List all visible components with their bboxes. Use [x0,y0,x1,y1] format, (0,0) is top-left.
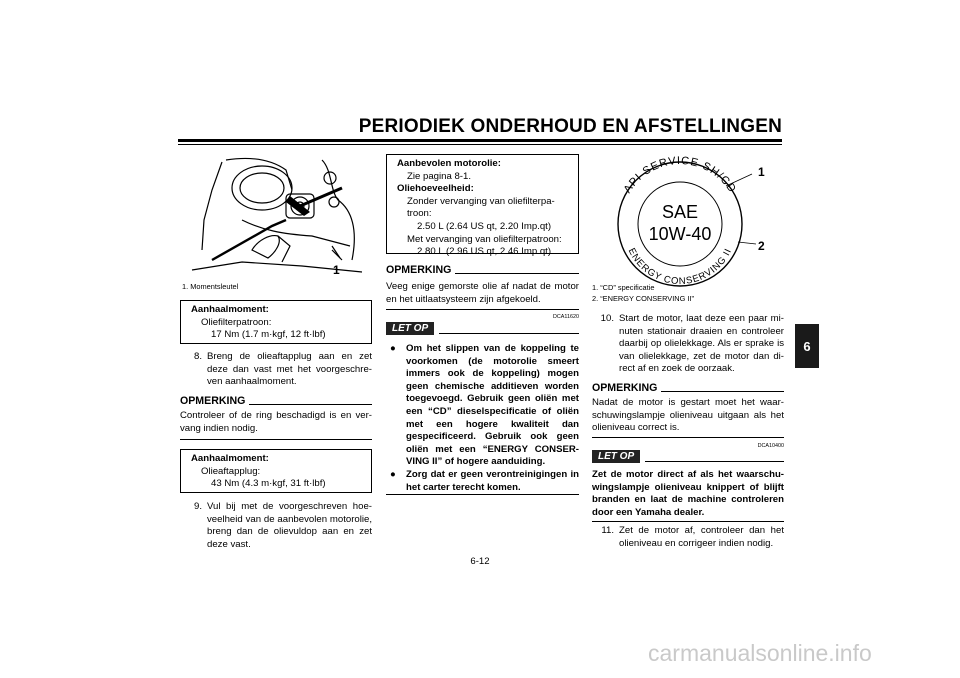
label-caption-2: 2. “ENERGY CONSERVING II” [592,294,694,303]
oil-spec-box [386,154,579,258]
caution-heading-middle [386,322,579,335]
step-number: 10. [600,313,614,324]
api-service-label [590,150,780,290]
spec-line: Met vervanging van oliefilterpatroon: [407,233,562,245]
watermark: carmanualsonline.info [648,640,872,666]
arc-text-bottom: ENERGY CONSERVING II [625,246,735,288]
caution-code: DCA10400 [757,443,784,449]
note-heading-middle [386,264,579,277]
step-number: 11. [601,525,614,536]
label-caption-1: 1. “CD” specificatie [592,283,655,292]
step-text: Vul bij met de voorgeschreven hoe- veelheid van de aanbevolen motorolie, breng dan de olievuldop aan en zet deze vast. [207,501,372,550]
note-heading-right [592,382,784,395]
caution-bullet [386,469,579,494]
svg-text:ENERGY CONSERVING II [626,246,735,287]
step-text: Start de motor, laat deze een paar mi- nuten stationair draaien en controleer daarbij op olielekkage. Als er sprake is van olielekkage, zet de motor dan di- rect af en zoek de oorzaak. [619,313,784,375]
sae-text: SAE [661,202,699,222]
caution-code: DCA11620 [553,314,579,320]
note-heading-left [180,395,372,408]
torque-value: 43 Nm (4.3 m·kgf, 31 ft·lbf) [211,478,326,490]
note-end-rule [180,439,372,440]
svg-text:API SERVICE SH/CD [622,155,739,196]
note-text-middle: Veeg enige gemorste olie af nadat de motor en het uitlaatsysteem zijn afgekoeld. [386,281,579,305]
caution-end-rule [592,521,784,522]
chapter-tab: 6 [795,324,819,368]
note-label: OPMERKING [386,264,452,276]
step-8 [180,351,372,389]
note-end-rule [592,437,784,438]
step-11 [592,525,784,550]
caution-heading-right [592,450,784,463]
step-9 [180,501,372,551]
spec-line: Zie pagina 8-1. [407,170,471,182]
caution-label: LET OP [386,322,434,335]
caution-end-rule [386,494,579,495]
torque-item: Oliefilterpatroon: [201,316,272,328]
note-text-left: Controleer of de ring beschadigd is en ver- vang indien nodig. [180,410,372,434]
torque-title: Aanhaalmoment: [191,304,269,315]
note-end-rule [386,309,579,310]
callout-2: 2 [758,239,765,253]
spec-line: Zonder vervanging van oliefilterpa- troon: [407,195,555,220]
spec-line: 2.80 L (2.96 US qt, 2.46 Imp.qt) [417,246,552,258]
torque-item: Olieaftapplug: [201,465,261,477]
note-label: OPMERKING [592,382,658,394]
bullet-dot: ● [390,468,396,480]
spec-line: 2.50 L (2.64 US qt, 2.20 Imp.qt) [417,220,552,232]
step-number: 8. [193,351,202,362]
header-rule-thin [178,144,782,145]
page-number: 6-12 [470,556,490,567]
grade-text: 10W-40 [648,224,712,244]
torque-wrench-illustration [182,150,374,278]
spec-title-quantity: Oliehoeveelheid: [397,183,474,195]
callout-1: 1 [758,165,765,179]
caution-list [386,343,579,494]
arc-text-top: API SERVICE SH/CD [621,154,739,196]
caution-bullet-text: Zorg dat er geen verontreinigingen in het carter terecht komen. [406,468,579,493]
caution-bullet-text: Om het slippen van de koppeling te voorkomen (de motorolie smeert immers ook de koppeling) mogen geen chemische additieven worden toegevoegd. Gebruik geen oliën met een “CD” dieselspecificatie of oliën met een hogere kwaliteit dan gespecificeerd. Gebruik ook geen oliën met een “ENERGY CONSER- VING II” of hogere aanduiding. [406,343,579,468]
step-10 [592,313,784,376]
oil-label-illustration [590,150,780,290]
step-number: 9. [193,501,202,512]
figure-callout-1: 1 [333,263,340,277]
caution-label: LET OP [592,450,640,463]
engine-oil-filter-drawing [182,150,374,278]
bullet-dot: ● [390,343,396,354]
note-text-right: Nadat de motor is gestart moet het waar- schuwingslampje olieniveau uitgaan als het olieniveau correct is. [592,397,784,434]
torque-spec-box-filter [180,300,372,344]
figure-caption: 1. Momentsleutel [182,282,239,291]
spec-title-oil: Aanbevolen motorolie: [397,158,501,169]
torque-spec-box-drain [180,449,372,493]
torque-title: Aanhaalmoment: [191,453,269,464]
step-text: Breng de olieaftapplug aan en zet deze dan vast met het voorgeschre- ven aanhaalmoment. [207,351,372,388]
note-label: OPMERKING [180,395,246,407]
step-text: Zet de motor af, controleer dan het olieniveau en corrigeer indien nodig. [619,525,784,549]
page-title: PERIODIEK ONDERHOUD EN AFSTELLINGEN [358,116,782,137]
torque-value: 17 Nm (1.7 m·kgf, 12 ft·lbf) [211,329,326,341]
caution-bullet [386,343,579,469]
caution-text-right: Zet de motor direct af als het waarschu- wingslampje olieniveau knippert of blijft branden en laat de machine controleren door een Yamaha dealer. [592,469,784,518]
header-rule [178,139,782,142]
